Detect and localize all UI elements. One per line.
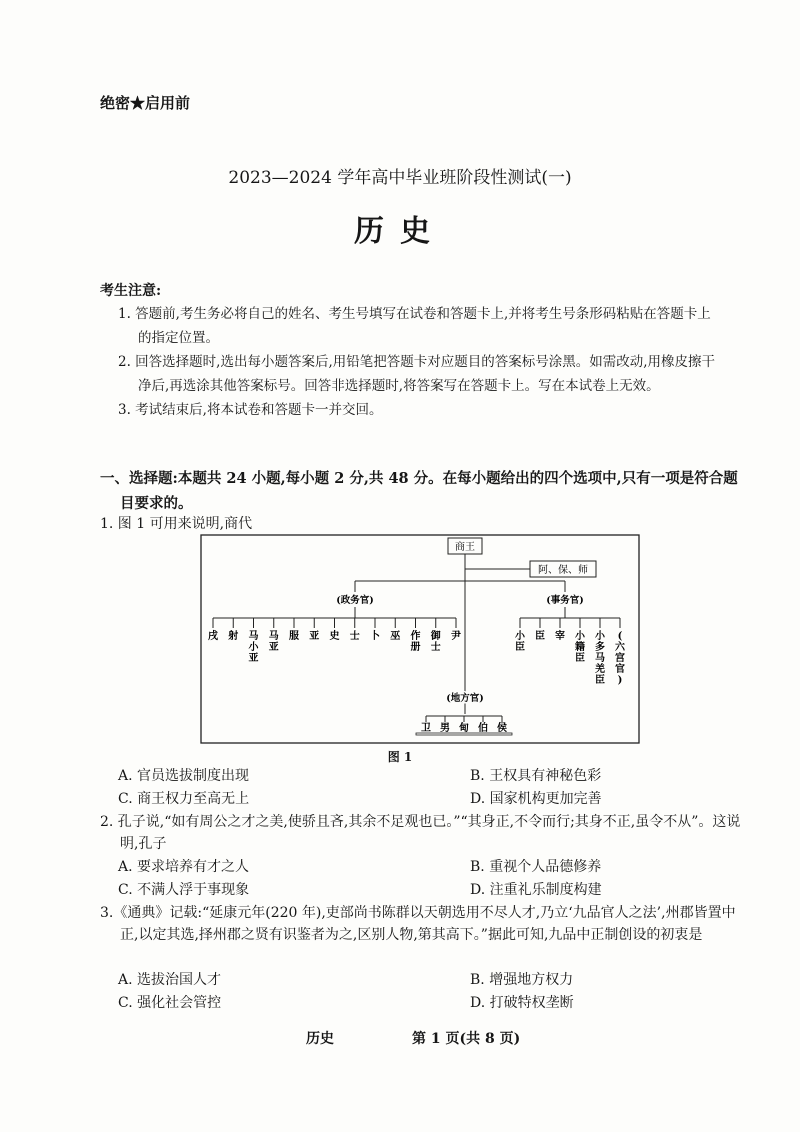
q3-option-d[interactable]: D. 打破特权垄断 xyxy=(470,995,574,1011)
official-name: 卜 xyxy=(370,631,380,642)
official-structure-diagram xyxy=(200,534,640,744)
official-name: 马亚 xyxy=(268,631,279,653)
official-name: 射 xyxy=(228,631,239,642)
official-name: 戌 xyxy=(208,631,218,642)
q2-option-b[interactable]: B. 重视个人品德修养 xyxy=(470,859,602,875)
official-name: 马小亚 xyxy=(248,631,259,664)
official-name: 小籍臣 xyxy=(575,631,585,664)
official-name: 小多马羌臣 xyxy=(595,631,605,686)
official-name: (六宫官) xyxy=(615,631,625,686)
figure-caption: 图 1 xyxy=(387,750,413,764)
notice-list xyxy=(118,302,718,422)
official-name: 服 xyxy=(289,631,299,642)
q1-option-d[interactable]: D. 国家机构更加完善 xyxy=(470,791,602,807)
official-name: 侯 xyxy=(497,723,507,734)
affairs-label: (事务官) xyxy=(546,595,584,606)
question-1-stem: 1. 图 1 可用来说明,商代 xyxy=(100,516,253,532)
official-name: 卫 xyxy=(421,723,431,734)
confidential-mark: 绝密★启用前 xyxy=(100,94,191,112)
official-name: 士 xyxy=(349,631,360,642)
footer-subject: 历史 xyxy=(306,1031,334,1047)
official-name: 甸 xyxy=(459,723,469,734)
political-officials xyxy=(208,618,461,664)
q2-option-d[interactable]: D. 注重礼乐制度构建 xyxy=(470,882,602,898)
official-name: 臣 xyxy=(535,631,545,642)
local-label: (地方官) xyxy=(446,693,484,704)
official-name: 御士 xyxy=(430,631,441,653)
king-label: 商王 xyxy=(455,542,475,553)
notice-item: 2. 回答选择题时,选出每小题答案后,用铅笔把答题卡对应题目的答案标号涂黑。如需改动,用橡皮擦干净后,再选涂其他答案标号。回答非选择题时,将答案写在答题卡上。写在本试卷上无效。 xyxy=(118,354,716,394)
official-name: 巫 xyxy=(390,631,401,642)
affairs-officials xyxy=(515,618,626,686)
question-3-stem: 3.《通典》记载:“延康元年(220 年),吏部尚书陈群以天朝选用不尽人才,乃立‘九品官人之法’,州郡皆置中正,以定其选,择州郡之贤有识鉴者为之,区别人物,第其高下。”据此可知,九品中正制创设的初衷是 xyxy=(100,905,736,943)
subject-title: 历史 xyxy=(354,214,446,249)
official-name: 男 xyxy=(440,723,450,734)
notice-item: 3. 考试结束后,将本试卷和答题卡一并交回。 xyxy=(118,402,383,418)
q3-option-c[interactable]: C. 强化社会管控 xyxy=(118,995,222,1011)
footer-page-number: 第 1 页(共 8 页) xyxy=(412,1031,521,1047)
notice-title: 考生注意: xyxy=(100,283,162,299)
local-officials xyxy=(421,716,507,734)
official-name: 宰 xyxy=(555,631,565,642)
q1-option-b[interactable]: B. 王权具有神秘色彩 xyxy=(470,768,602,784)
official-name: 伯 xyxy=(478,723,488,734)
official-name: 尹 xyxy=(451,631,461,642)
q2-option-c[interactable]: C. 不满人浮于事现象 xyxy=(118,882,250,898)
exam-title: 2023—2024 学年高中毕业班阶段性测试(一) xyxy=(228,168,572,188)
section-heading: 一、选择题:本题共 24 小题,每小题 2 分,共 48 分。在每小题给出的四个选项中,只有一项是符合题目要求的。 xyxy=(100,470,738,512)
q3-option-b[interactable]: B. 增强地方权力 xyxy=(470,972,574,988)
q1-option-c[interactable]: C. 商王权力至高无上 xyxy=(118,791,250,807)
q2-option-a[interactable]: A. 要求培养有才之人 xyxy=(118,859,250,875)
political-label: (政务官) xyxy=(336,595,374,606)
official-name: 作册 xyxy=(410,631,421,653)
question-2-stem: 2. 孔子说,“如有周公之才之美,使骄且吝,其余不足观也已。”“其身正,不令而行;其身不正,虽令不从”。这说明,孔子 xyxy=(100,814,741,852)
q3-option-a[interactable]: A. 选拔治国人才 xyxy=(118,972,222,988)
notice-item: 1. 答题前,考生务必将自己的姓名、考生号填写在试卷和答题卡上,并将考生号条形码粘贴在答题卡上的指定位置。 xyxy=(118,306,711,346)
q1-option-a[interactable]: A. 官员选拔制度出现 xyxy=(118,768,250,784)
official-name: 史 xyxy=(329,631,340,642)
advisors-label: 阿、保、师 xyxy=(538,565,588,576)
official-name: 小臣 xyxy=(515,631,525,653)
official-name: 亚 xyxy=(309,631,320,642)
